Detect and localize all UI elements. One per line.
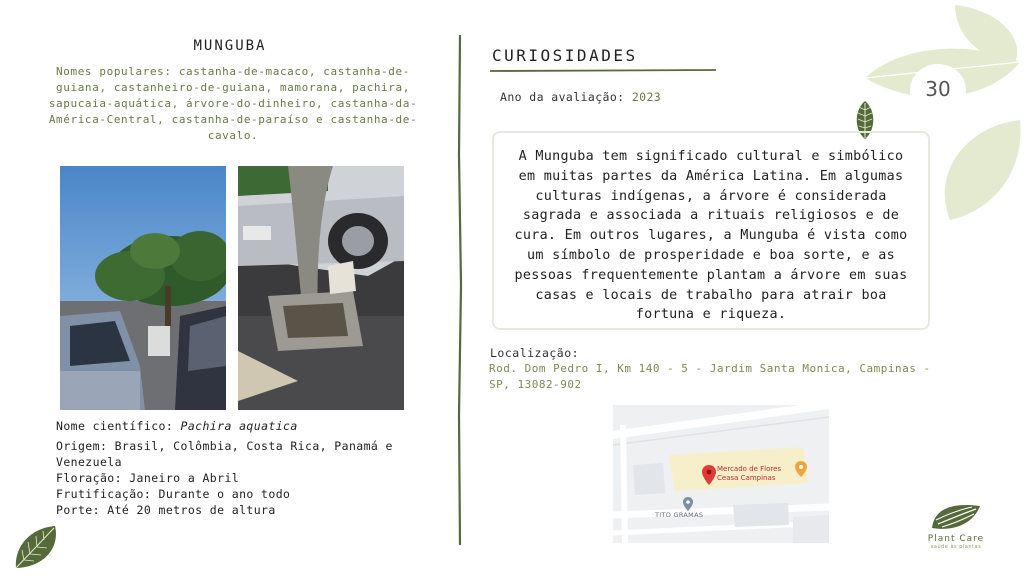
restaurant-pin-icon[interactable] — [795, 461, 807, 477]
evaluation-year-value: 2023 — [631, 90, 662, 104]
plant-care-logo-icon — [930, 500, 982, 532]
flowering: Floração: Janeiro a Abril — [56, 471, 240, 485]
logo-name: Plant Care — [927, 534, 985, 544]
location-address: Rod. Dom Pedro I, Km 140 - 5 - Jardim Santa Monica, Campinas - SP, 13082-902 — [489, 362, 931, 391]
place-pin-icon[interactable] — [683, 497, 693, 511]
plant-title: MUNGUBA — [193, 38, 267, 54]
scientific-name-line — [56, 418, 436, 434]
map-pin-icon[interactable] — [702, 465, 716, 485]
evaluation-year — [500, 90, 661, 104]
scientific-name: Pachira aquatica — [180, 419, 298, 433]
evaluation-year-label: Ano da avaliação: — [500, 90, 632, 104]
fruiting: Frutificação: Durante o ano todo — [56, 487, 291, 501]
map-place-name[interactable]: Mercado de Flores Ceasa Campinas — [717, 465, 782, 482]
page-number: 30 — [925, 77, 951, 101]
curiosities-title: CURIOSIDADES — [492, 46, 638, 65]
scientific-name-label: Nome científico: — [56, 419, 181, 433]
size: Porte: Até 20 metros de altura — [56, 503, 276, 517]
plant-info — [56, 418, 436, 518]
location-label: Localização: — [490, 346, 580, 360]
origin: Origem: Brasil, Colômbia, Costa Rica, Panamá e Venezuela — [56, 439, 393, 469]
map-secondary-place[interactable]: TITO GRAMAS — [655, 511, 704, 519]
tree-trunk-photo — [238, 166, 404, 410]
vertical-divider — [455, 35, 465, 545]
curiosities-text: A Munguba tem significado cultural e simbólico em muitas partes da América Latina. Em algumas culturas indígenas, a árvore é considerada sagrada e associada a rituais religiosos e de cura. Em outros lugares, a Munguba é vista como um símbolo de prosperidade e boa sorte, e as pessoas frequentemente plantam a árvore em suas casas e locais de trabalho para atrair boa fortuna e riqueza. — [492, 131, 930, 330]
location-map[interactable] — [613, 405, 829, 543]
leaf-icon — [10, 522, 60, 572]
title-underline — [490, 66, 716, 76]
popular-names: Nomes populares: castanha-de-macaco, castanha-de-guiana, castanheiro-de-guiana, mamorana, pachira, sapucaia-aquática, árvore-do-dinheiro, castanha-da-América-Central, castanha-de-paraíso e castanha-de-cavalo. — [48, 65, 418, 142]
logo-tagline: saúde às plantas — [930, 544, 982, 550]
tree-photo-parking — [60, 166, 226, 410]
